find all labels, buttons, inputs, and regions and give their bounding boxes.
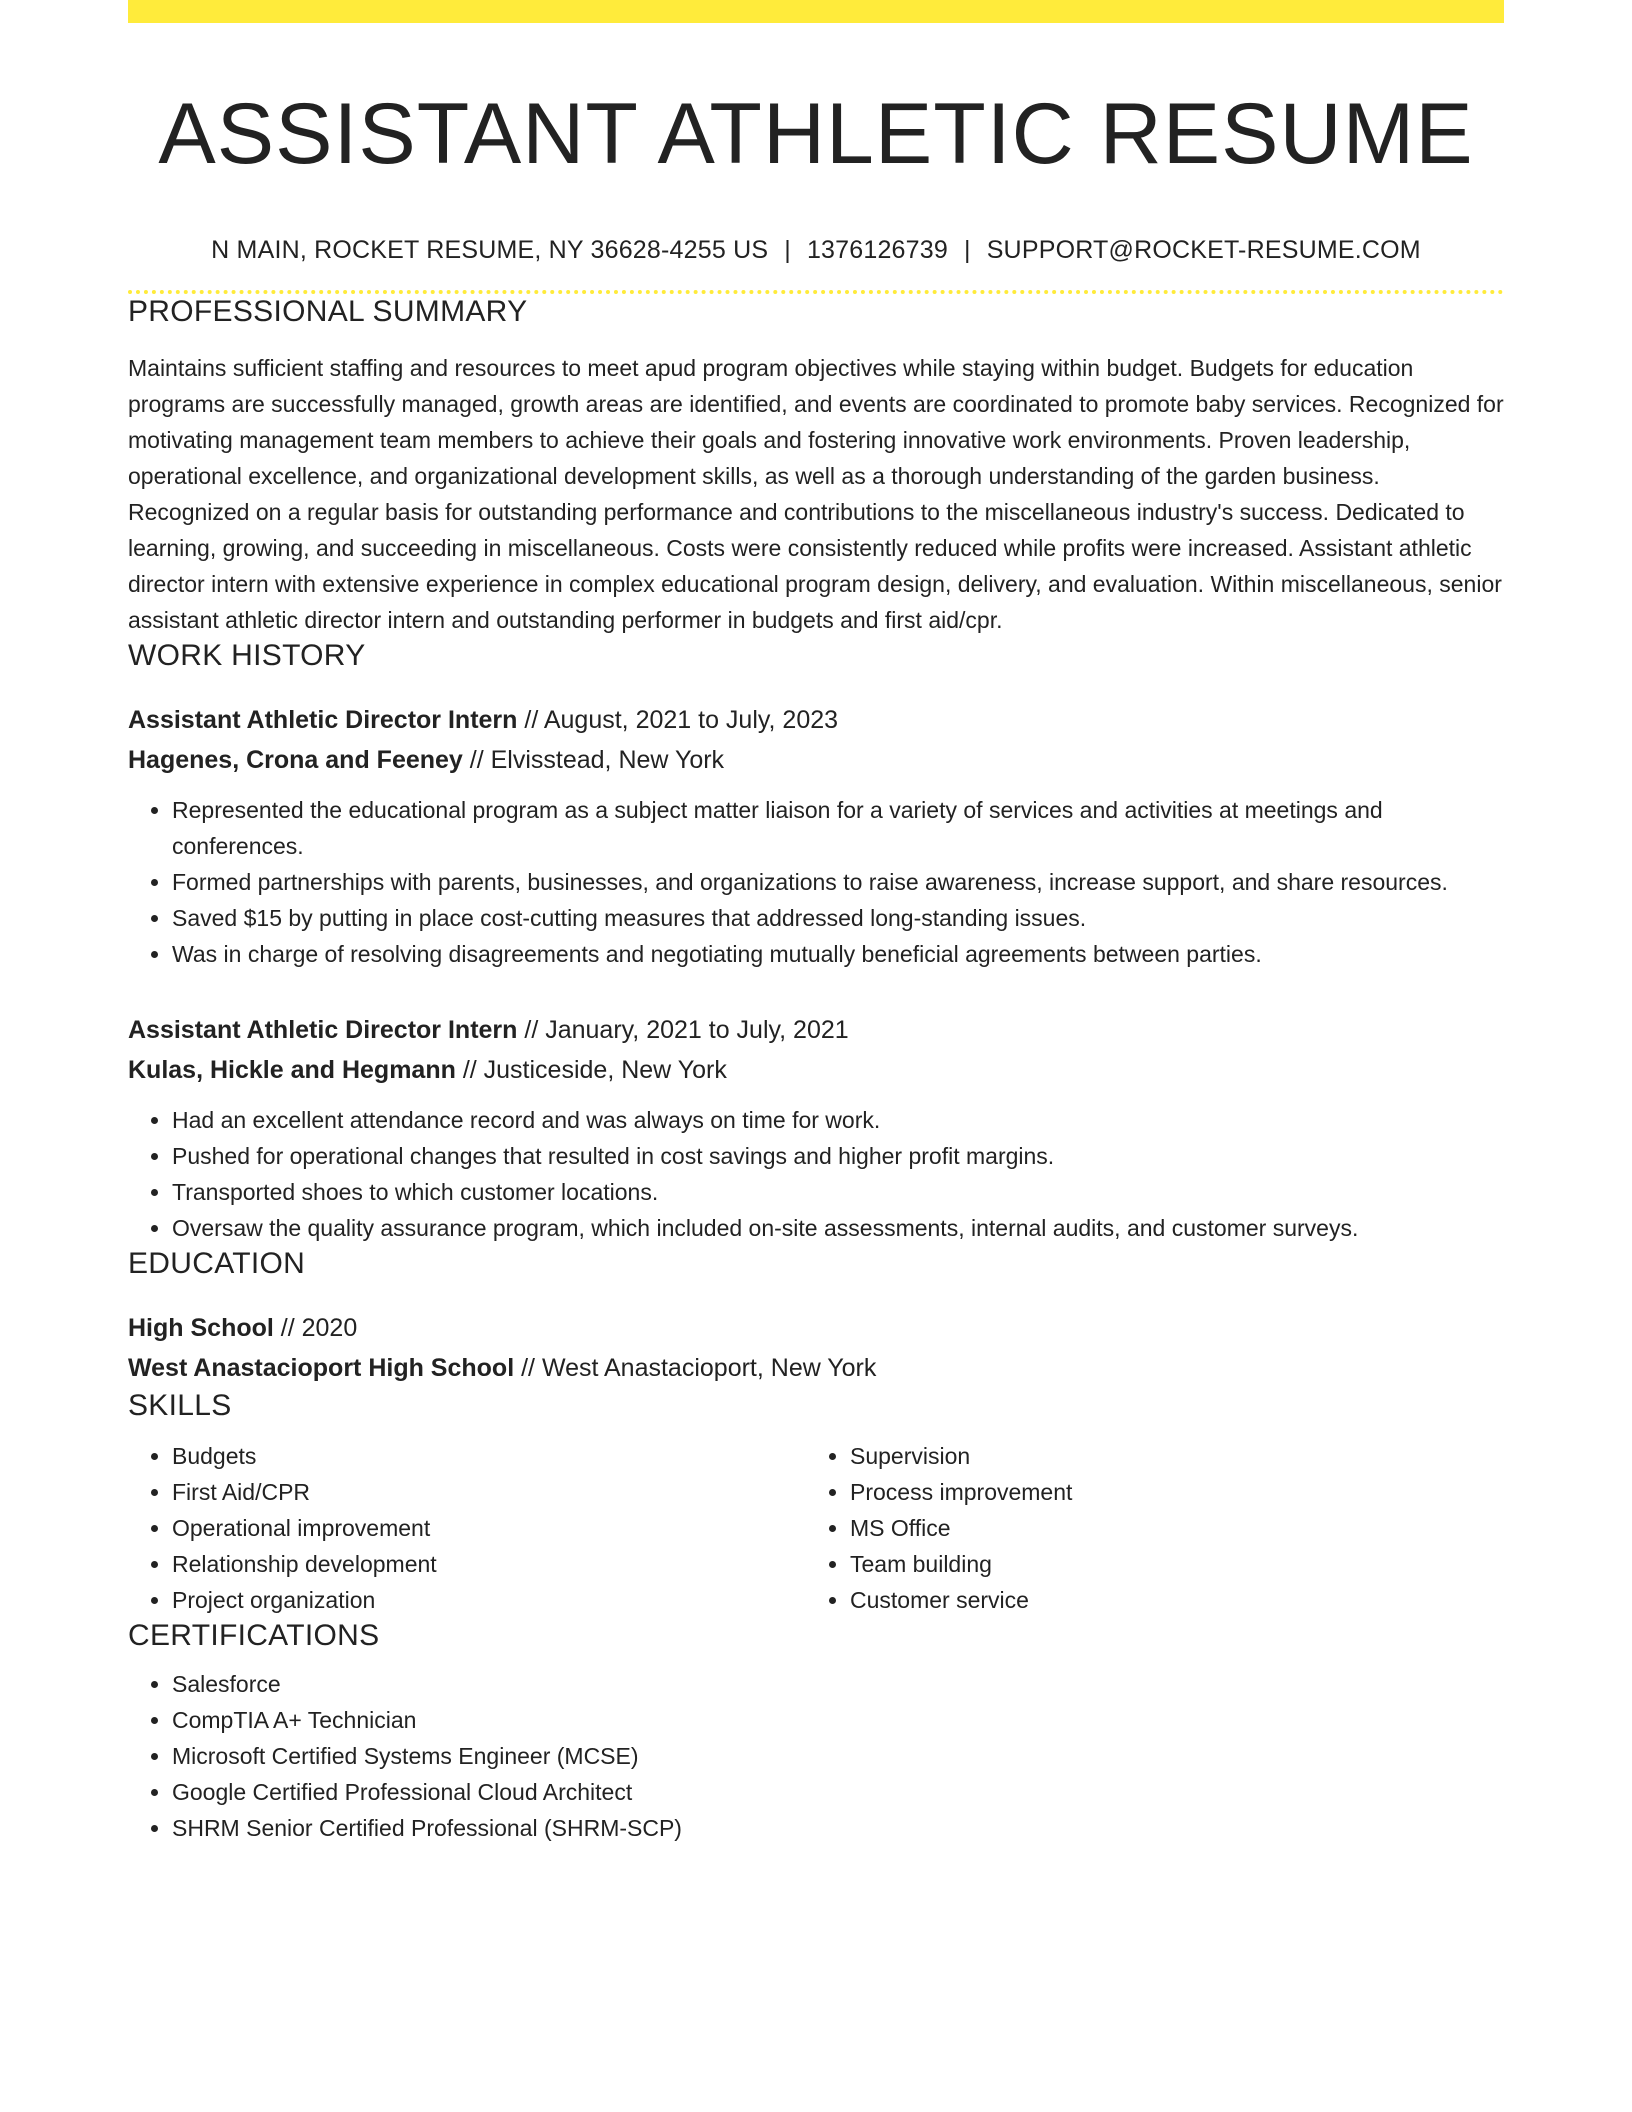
- education-entry: [128, 1308, 1504, 1388]
- job-dates: // January, 2021 to July, 2021: [517, 1016, 849, 1044]
- skill-item: • Supervision: [850, 1438, 1484, 1474]
- skill-item: • MS Office: [850, 1510, 1484, 1546]
- job-bullet: • Had an excellent attendance record and was always on time for work.: [172, 1102, 1504, 1138]
- job-location: // Justiceside, New York: [455, 1056, 727, 1084]
- education-school-line: [128, 1348, 1504, 1388]
- section-title-work-history: WORK HISTORY: [128, 639, 366, 672]
- skill-item: • Customer service: [850, 1582, 1484, 1618]
- certification-item: • Salesforce: [172, 1666, 1504, 1702]
- section-title-education: EDUCATION: [128, 1247, 306, 1280]
- section-title-skills: SKILLS: [128, 1389, 232, 1422]
- certification-item: • CompTIA A+ Technician: [172, 1702, 1504, 1738]
- contact-separator: |: [784, 236, 791, 264]
- skills-column-right: [806, 1438, 1484, 1618]
- contact-phone: 1376126739: [806, 236, 948, 264]
- education-degree-line: [128, 1308, 1504, 1348]
- job-bullet: • Pushed for operational changes that resulted in cost savings and higher profit margins.: [172, 1138, 1504, 1174]
- job-bullet: • Transported shoes to which customer locations.: [172, 1174, 1504, 1210]
- job-bullet: • Oversaw the quality assurance program, which included on-site assessments, internal audits, and customer surveys.: [172, 1210, 1504, 1246]
- accent-top-bar: [128, 0, 1504, 23]
- resume-page: [128, 0, 1504, 1846]
- job-role: Assistant Athletic Director Intern: [128, 1016, 518, 1044]
- education-location: // West Anastacioport, New York: [514, 1354, 877, 1382]
- section-title-certifications: CERTIFICATIONS: [128, 1619, 380, 1652]
- job-bullet: • Was in charge of resolving disagreements and negotiating mutually beneficial agreements between parties.: [172, 936, 1504, 972]
- job-bullet: • Saved $15 by putting in place cost-cutting measures that addressed long-standing issues.: [172, 900, 1504, 936]
- job-company: Hagenes, Crona and Feeney: [128, 746, 463, 774]
- job-bullets: [128, 1102, 1504, 1246]
- contact-separator: |: [963, 236, 971, 264]
- skill-item: • Project organization: [172, 1582, 806, 1618]
- certification-item: • Google Certified Professional Cloud Architect: [172, 1774, 1504, 1810]
- skills-grid: [128, 1438, 1504, 1618]
- skill-item: • Process improvement: [850, 1474, 1484, 1510]
- job-dates: // August, 2021 to July, 2023: [517, 706, 839, 734]
- certifications-list: [128, 1666, 1504, 1846]
- job-company-line: [128, 1050, 1504, 1090]
- job-bullet: • Formed partnerships with parents, businesses, and organizations to raise awareness, increase support, and share resources.: [172, 864, 1504, 900]
- job-bullets: [128, 792, 1504, 972]
- job-location: // Elvisstead, New York: [462, 746, 725, 774]
- job-entry: [128, 1010, 1504, 1246]
- contact-email: SUPPORT@ROCKET-RESUME.COM: [986, 236, 1421, 264]
- job-company: Kulas, Hickle and Hegmann: [128, 1056, 456, 1084]
- skills-column-left: [128, 1438, 806, 1618]
- contact-line: [128, 234, 1504, 266]
- job-role-line: [128, 700, 1504, 740]
- job-company-line: [128, 740, 1504, 780]
- job-role: Assistant Athletic Director Intern: [128, 706, 518, 734]
- certification-item: • SHRM Senior Certified Professional (SHRM-SCP): [172, 1810, 1504, 1846]
- skill-item: • Team building: [850, 1546, 1484, 1582]
- job-bullet: • Represented the educational program as a subject matter liaison for a variety of services and activities at meetings and conferences.: [172, 792, 1504, 864]
- education-year: // 2020: [273, 1314, 358, 1342]
- job-role-line: [128, 1010, 1504, 1050]
- job-entry: [128, 700, 1504, 972]
- skill-item: • Operational improvement: [172, 1510, 806, 1546]
- contact-address: N MAIN, ROCKET RESUME, NY 36628-4255 US: [211, 236, 769, 264]
- education-school: West Anastacioport High School: [128, 1354, 515, 1382]
- skill-item: • First Aid/CPR: [172, 1474, 806, 1510]
- section-title-summary: PROFESSIONAL SUMMARY: [128, 295, 528, 328]
- skill-item: • Budgets: [172, 1438, 806, 1474]
- certification-item: • Microsoft Certified Systems Engineer (MCSE): [172, 1738, 1504, 1774]
- summary-text: Maintains sufficient staffing and resources to meet apud program objectives while staying within budget. Budgets for education programs are successfully managed, growth areas are identified, and events are coordinated to promote baby services. Recognized for motivating management team members to achieve their goals and fostering innovative work environments. Proven leadership, operational excellence, and organizational development skills, as well as a thorough understanding of the garden business. Recognized on a regular basis for outstanding performance and contributions to the miscellaneous industry's success. Dedicated to learning, growing, and succeeding in miscellaneous. Costs were consistently reduced while profits were increased. Assistant athletic director intern with extensive experience in complex educational program design, delivery, and evaluation. Within miscellaneous, senior assistant athletic director intern and outstanding performer in budgets and first aid/cpr.: [128, 355, 1504, 633]
- skill-item: • Relationship development: [172, 1546, 806, 1582]
- resume-title: ASSISTANT ATHLETIC RESUME: [158, 86, 1474, 182]
- education-degree: High School: [128, 1314, 274, 1342]
